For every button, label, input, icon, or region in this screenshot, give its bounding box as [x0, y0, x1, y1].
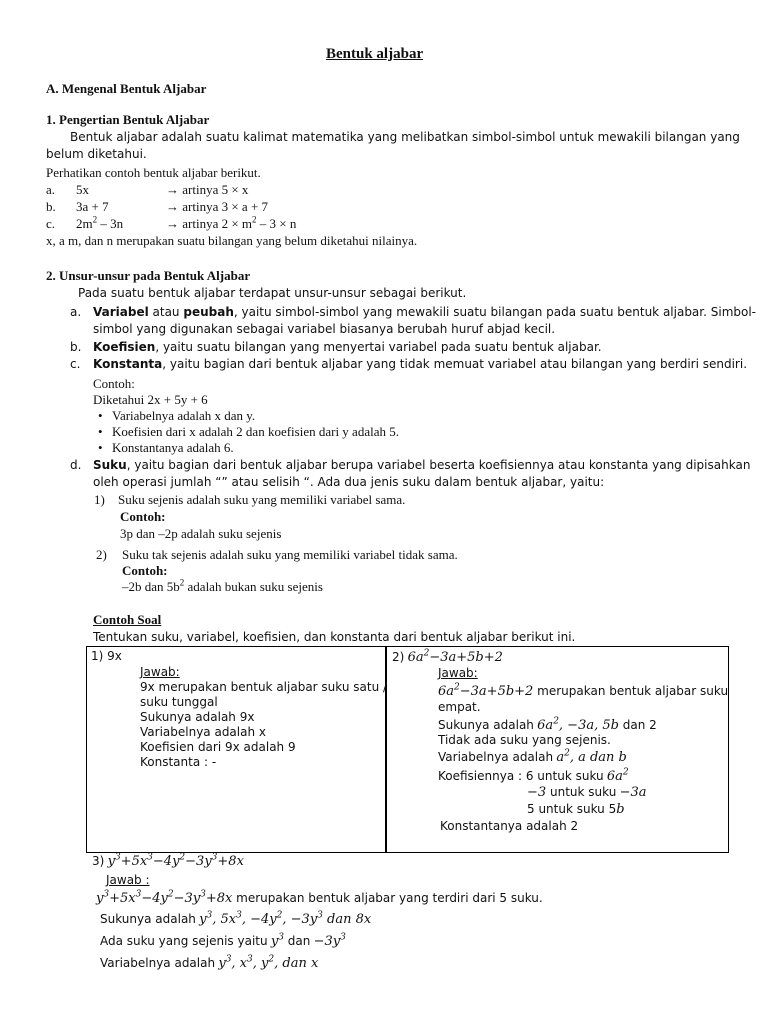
q2-koef-1: Koefisiennya : 6 untuk suku $6a^2$ — [438, 767, 629, 784]
item-a-label: a. — [70, 305, 82, 319]
q1-line-2: suku tunggal — [140, 695, 218, 709]
example-a-meaning: → artinya 5 × x — [166, 182, 249, 197]
section-2-heading: 2. Unsur-unsur pada Bentuk Aljabar — [46, 268, 251, 283]
item-a-line-1: Variabel atau peubah, yaitu simbol-simbol yang mewakili suatu bilangan pada suatu bentuk aljabar. Simbol- — [93, 305, 757, 319]
q3-label: 3) $y^3+5x^3-4y^2-3y^3+8x$ — [92, 852, 244, 869]
q1-line-5: Koefisien dari 9x adalah 9 — [140, 740, 296, 754]
q3-variabel: Variabelnya adalah $y^3$, $x^3$, $y^2$, dan x — [100, 954, 319, 971]
example-b-expr: 3a + 7 — [76, 199, 109, 214]
item-a-line-2: simbol yang digunakan sebagai variabel biasanya berubah huruf abjad kecil. — [93, 322, 556, 336]
q3-suku: Sukunya adalah $y^3$, $5x^3$, $-4y^2$, $-3y^3$ dan 8x — [100, 910, 372, 927]
q2-tidak-sejenis: Tidak ada suku yang sejenis. — [438, 733, 611, 747]
subitem-2-label: 2) — [96, 547, 107, 562]
contoh-soal-heading: Contoh Soal — [93, 612, 162, 627]
q2-jawab: Jawab: — [438, 666, 478, 680]
example-intro: Perhatikan contoh bentuk aljabar berikut. — [46, 165, 261, 180]
example-c-meaning: → artinya $2 \times m^2 - 3 \times n$ — [166, 214, 297, 231]
q2-koef-2: −3 untuk suku −3a — [527, 785, 647, 800]
page-title: Bentuk aljabar — [326, 46, 424, 62]
section-1-heading: 1. Pengertian Bentuk Aljabar — [46, 112, 210, 127]
example-c-expr: $2m^2 - 3n$ — [76, 214, 124, 231]
subitem-1-text: Suku sejenis adalah suku yang memiliki variabel sama. — [118, 492, 406, 507]
definition-line-2: belum diketahui. — [46, 147, 147, 161]
q3-sejenis: Ada suku yang sejenis yaitu $y^3$ dan $-3y^3$ — [100, 932, 346, 949]
soal-instruction: Tentukan suku, variabel, koefisien, dan konstanta dari bentuk aljabar berikut ini. — [93, 630, 576, 644]
contoh-bullet-3: • Konstantanya adalah 6. — [112, 439, 234, 456]
q1-line-4: Variabelnya adalah x — [140, 725, 266, 739]
subitem-2-contoh: Contoh: — [122, 563, 168, 578]
q2-desc-2: empat. — [438, 700, 481, 714]
definition-line-1: Bentuk aljabar adalah suatu kalimat matematika yang melibatkan simbol-simbol untuk mewakili bilangan yang — [70, 130, 740, 144]
contoh-label: Contoh: — [93, 376, 135, 391]
q2-label: 2) $6a^2-3a+5b+2$ — [392, 648, 503, 665]
item-b-text: Koefisien, yaitu suatu bilangan yang menyertai variabel pada suatu bentuk aljabar. — [93, 340, 602, 354]
q2-desc-1: $6a^2-3a+5b+2$ merupakan bentuk aljabar suku — [438, 682, 729, 699]
q1-jawab: Jawab: — [140, 665, 180, 679]
contoh-bullet-2: • Koefisien dari x adalah 2 dan koefisien dari y adalah 5. — [112, 423, 399, 440]
q2-konstanta: Konstantanya adalah 2 — [440, 819, 579, 833]
q3-jawab: Jawab : — [106, 873, 150, 887]
q3-desc: $y^3+5x^3-4y^2-3y^3+8x$ merupakan bentuk aljabar yang terdiri dari 5 suku. — [96, 889, 543, 906]
variables-note: x, a m, dan n merupakan suatu bilangan yang belum diketahui nilainya. — [46, 233, 418, 248]
section-a-heading: A. Mengenal Bentuk Aljabar — [46, 81, 207, 96]
item-d-label: d. — [70, 458, 82, 472]
example-b-label: b. — [46, 199, 56, 214]
item-c-text: Konstanta, yaitu bagian dari bentuk aljabar yang tidak memuat variabel atau bilangan yang berdiri sendiri. — [93, 357, 748, 371]
section-2-intro: Pada suatu bentuk aljabar terdapat unsur-unsur sebagai berikut. — [78, 286, 467, 300]
item-d-line-2: oleh operasi jumlah “” atau selisih “. Ada dua jenis suku dalam bentuk aljabar, yaitu: — [93, 475, 605, 489]
subitem-2-example: –2b dan $5b^2$ adalah bukan suku sejenis — [122, 577, 323, 594]
q1-label: 1) 9x — [91, 649, 122, 663]
q1-line-1: 9x merupakan bentuk aljabar suku satu / — [140, 680, 388, 694]
example-b-meaning: → artinya 3 × a + 7 — [166, 199, 269, 214]
q2-suku: Sukunya adalah $6a^2$, −3a, 5b dan 2 — [438, 716, 657, 733]
q1-line-6: Konstanta : - — [140, 755, 217, 769]
q2-koef-3: 5 untuk suku 5b — [527, 802, 625, 817]
item-c-label: c. — [70, 357, 81, 371]
subitem-2-text: Suku tak sejenis adalah suku yang memiliki variabel tidak sama. — [122, 547, 458, 562]
subitem-1-example: 3p dan –2p adalah suku sejenis — [120, 526, 282, 541]
contoh-bullet-1: • Variabelnya adalah x dan y. — [112, 407, 255, 424]
example-a-expr: 5x — [76, 182, 89, 197]
subitem-1-label: 1) — [94, 492, 105, 507]
contoh-given: Diketahui 2x + 5y + 6 — [93, 392, 208, 407]
q1-line-3: Sukunya adalah 9x — [140, 710, 255, 724]
item-b-label: b. — [70, 340, 82, 354]
subitem-1-contoh: Contoh: — [120, 509, 166, 524]
item-d-line-1: Suku, yaitu bagian dari bentuk aljabar berupa variabel beserta koefisiennya atau konstanta yang dipisahkan — [93, 458, 751, 472]
example-a-label: a. — [46, 182, 56, 197]
example-c-label: c. — [46, 216, 56, 231]
q2-variabel: Variabelnya adalah $a^2$, a dan b — [438, 748, 627, 765]
